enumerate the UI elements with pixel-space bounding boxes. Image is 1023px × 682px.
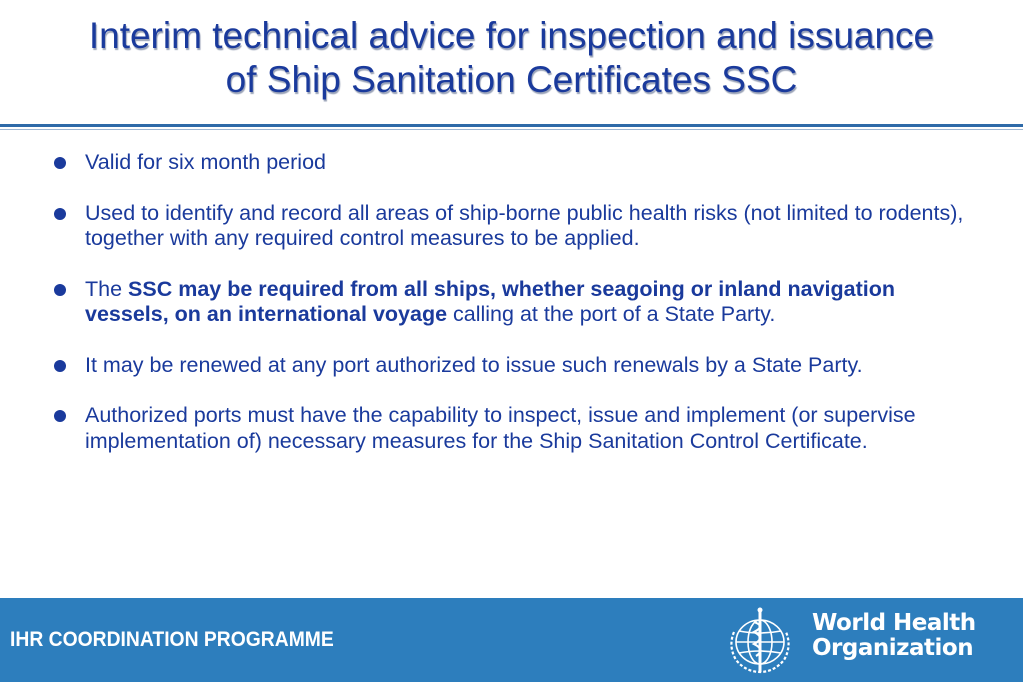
title-line-2: of Ship Sanitation Certificates SSC [225, 59, 798, 100]
who-wordmark-line-2: Organization [812, 635, 974, 661]
bullet-dot-icon [54, 360, 66, 372]
bullet-text: It may be renewed at any port authorized to issue such renewals by a State Party. [85, 352, 863, 377]
bullet-dot-icon [54, 208, 66, 220]
bullet-dot-icon [54, 284, 66, 296]
bullet-text-pre: The [85, 276, 129, 301]
title-divider [0, 124, 1023, 127]
bullet-text-post: calling at the port of a State Party. [447, 302, 776, 326]
bullet-text-bold: SSC may be required from all ships, whether seagoing or inland navigation vessels, on an international voyage [85, 276, 896, 326]
bullet-list [52, 150, 982, 479]
footer-bar [0, 598, 1023, 682]
who-wordmark-line-1: World Health [812, 610, 976, 636]
title-line-1: Interim technical advice for inspection and issuance [88, 15, 935, 56]
bullet-text: Authorized ports must have the capability to inspect, issue and implement (or supervise implementation of) necessary measures for the Ship Sanitation Control Certificate. [85, 403, 916, 453]
bullet-dot-icon [54, 410, 66, 422]
bullet-text: Valid for six month period [85, 150, 326, 174]
bullet-dot-icon [54, 157, 66, 169]
bullet-item [52, 201, 982, 252]
bullet-text: Used to identify and record all areas of ship-borne public health risks (not limited to rodents), together with any required control measures to be applied. [85, 200, 964, 250]
bullet-item [52, 150, 982, 176]
slide-title [0, 14, 1023, 102]
who-wordmark [812, 611, 976, 661]
title-divider-thin [0, 129, 1023, 130]
who-emblem-icon [720, 602, 800, 676]
bullet-item [52, 403, 982, 454]
bullet-item [52, 277, 982, 328]
programme-label: IHR COORDINATION PROGRAMME [10, 628, 334, 651]
bullet-item [52, 353, 982, 379]
